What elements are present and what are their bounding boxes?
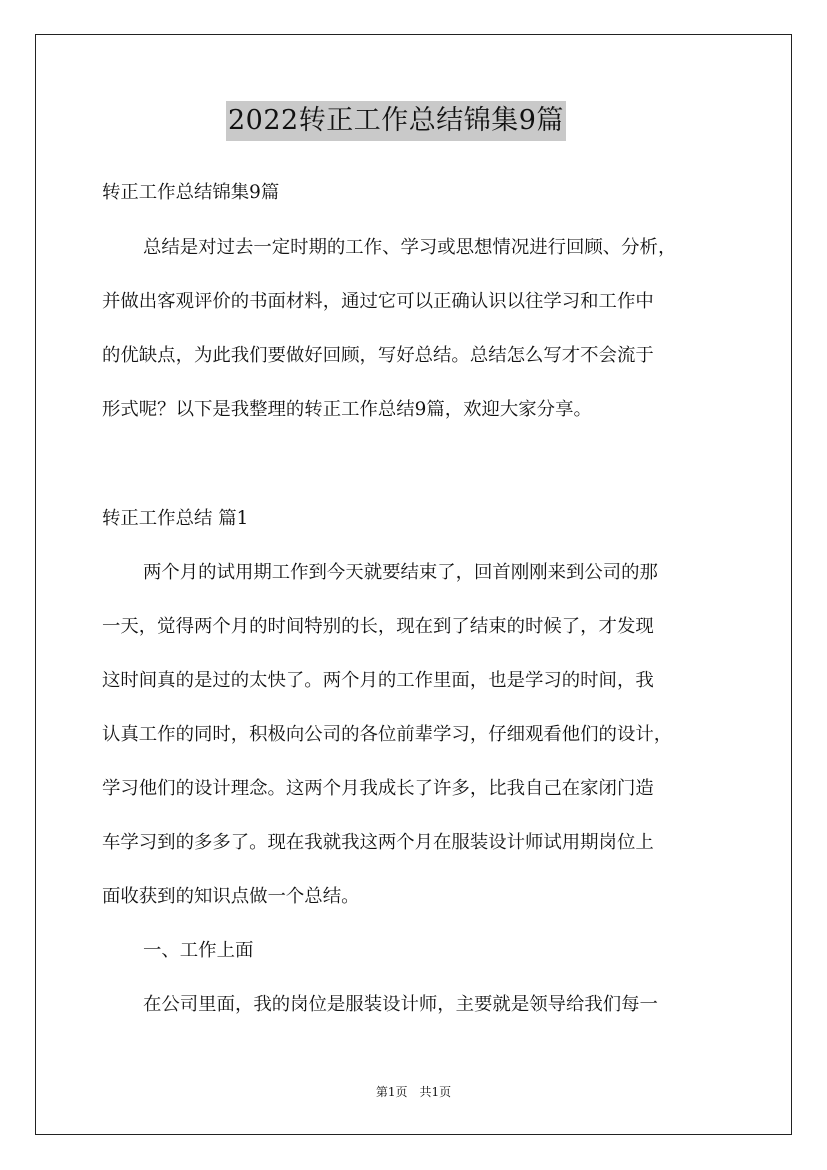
page-total: 共1页 [419,1085,452,1099]
section-heading: 转正工作总结 篇1 [102,508,249,529]
body-line: 车学习到的多多了。现在我就我这两个月在服装设计师试用期岗位上 [102,832,654,853]
body-line: 学习他们的设计理念。这两个月我成长了许多，比我自己在家闭门造 [102,778,654,799]
page-footer [0,1084,827,1100]
document-subtitle: 转正工作总结锦集9篇 [102,182,280,203]
intro-line: 形式呢？以下是我整理的转正工作总结9篇，欢迎大家分享。 [102,399,592,420]
body-line: 在公司里面，我的岗位是服装设计师，主要就是领导给我们每一 [143,994,658,1015]
body-line: 这时间真的是过的太快了。两个月的工作里面，也是学习的时间，我 [102,670,654,691]
intro-line: 总结是对过去一定时期的工作、学习或思想情况进行回顾、分析， [143,237,677,258]
body-line: 认真工作的同时，积极向公司的各位前辈学习，仔细观看他们的设计， [102,724,673,745]
intro-line: 的优缺点，为此我们要做好回顾，写好总结。总结怎么写才不会流于 [102,345,654,366]
body-line: 两个月的试用期工作到今天就要结束了，回首刚刚来到公司的那 [143,562,658,583]
document-title: 2022转正工作总结锦集9篇 [226,101,566,141]
intro-line: 并做出客观评价的书面材料，通过它可以正确认识以往学习和工作中 [102,291,654,312]
body-line: 面收获到的知识点做一个总结。 [102,886,360,907]
body-line: 一天，觉得两个月的时间特别的长，现在到了结束的时候了，才发现 [102,616,654,637]
page-number: 第1页 [375,1085,408,1099]
subheading: 一、工作上面 [143,940,254,961]
